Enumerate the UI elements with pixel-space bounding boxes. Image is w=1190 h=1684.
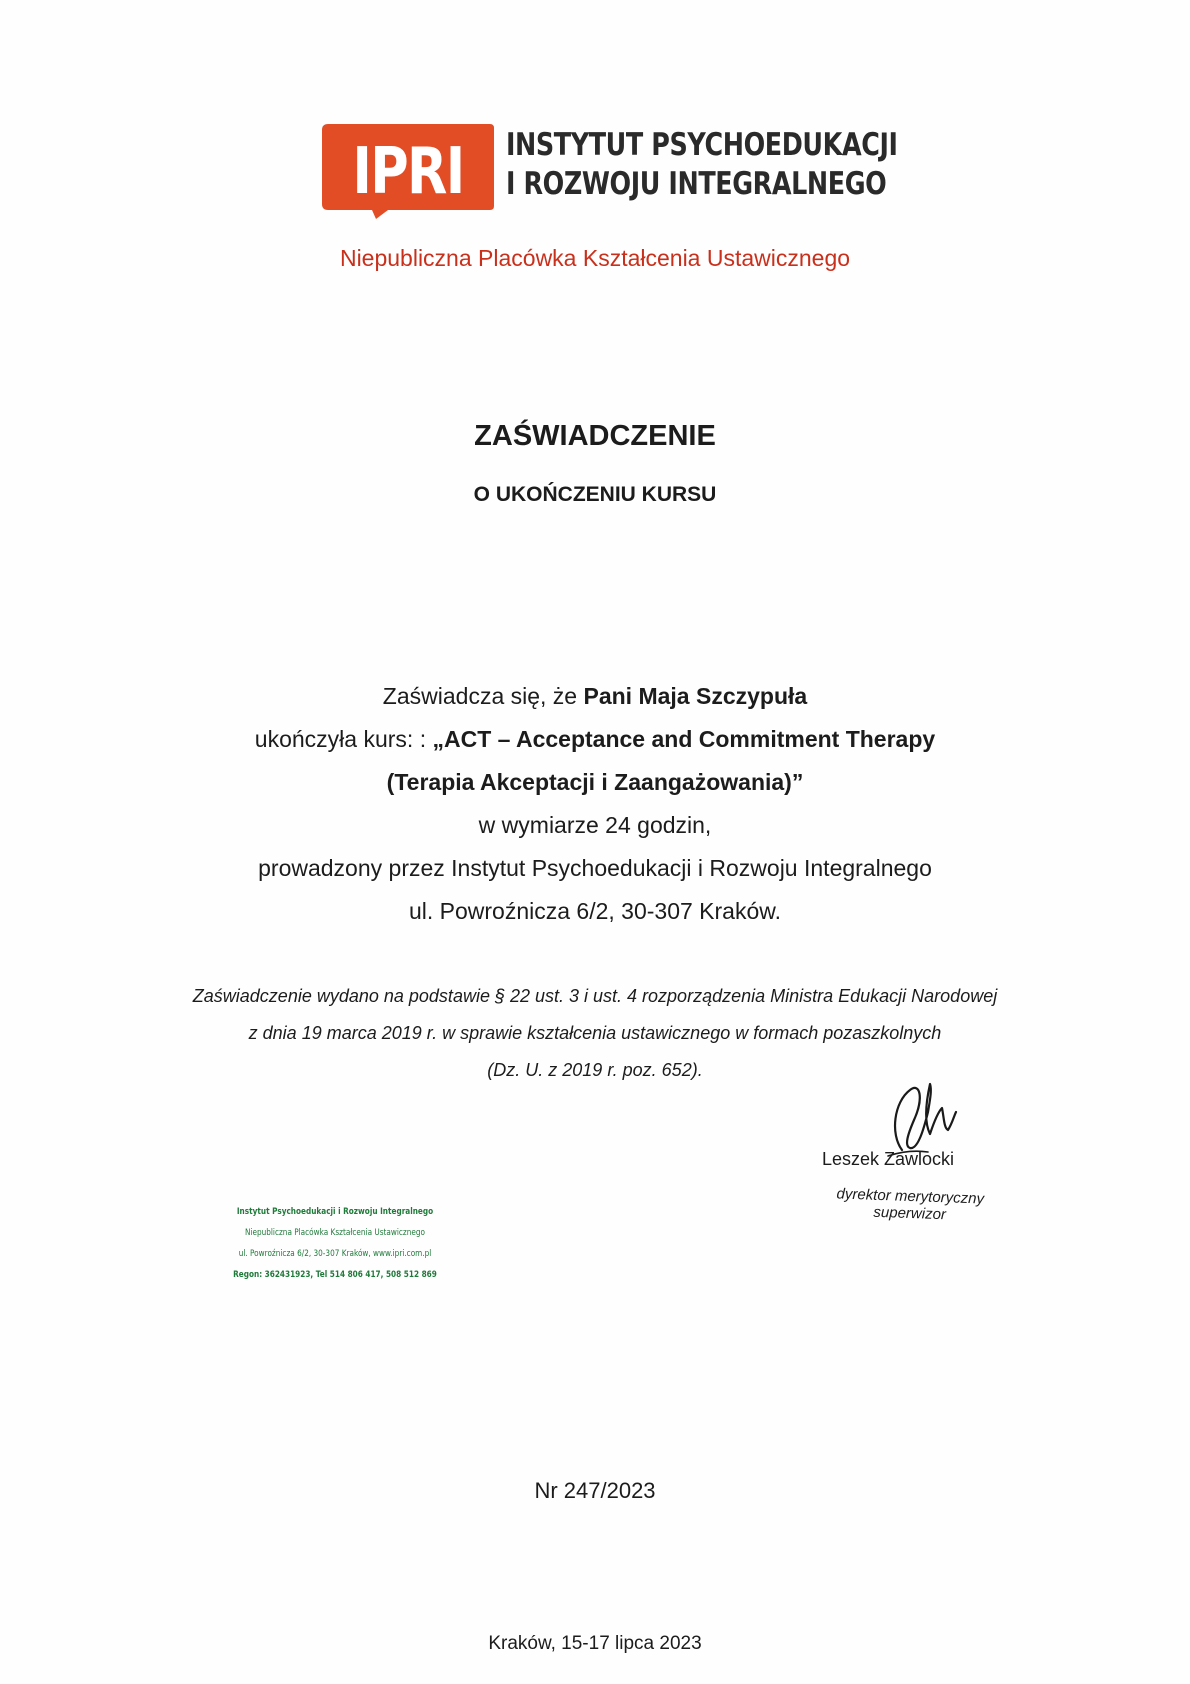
role-line-2: superwizor	[873, 1203, 947, 1224]
document-title: ZAŚWIADCZENIE	[474, 420, 716, 452]
stamp-line-4: Regon: 362431923, Tel 514 806 417, 508 512 869	[233, 1270, 437, 1280]
signatory-name: Leszek Zawlocki	[822, 1149, 955, 1169]
line1-prefix: Zaświadcza się, że	[382, 683, 584, 709]
organization-subtitle: Niepubliczna Placówka Kształcenia Ustawicznego	[339, 245, 851, 271]
certificate-number: Nr 247/2023	[534, 1478, 656, 1503]
line2-prefix: ukończyła kurs: :	[254, 726, 433, 752]
ipri-logo	[318, 120, 898, 230]
course-provider: prowadzony przez Instytut Psychoedukacji i Rozwoju Integralnego	[258, 855, 932, 881]
certificate-body	[0, 675, 1190, 933]
place-and-date: Kraków, 15-17 lipca 2023	[488, 1633, 702, 1654]
institution-stamp	[223, 1202, 447, 1286]
course-duration: w wymiarze 24 godzin,	[478, 812, 712, 838]
logo-wordmark	[506, 126, 898, 204]
logo-line-2: I ROZWOJU INTEGRALNEGO	[506, 166, 887, 202]
stamp-line-3: ul. Powroźnicza 6/2, 30-307 Kraków, www.ipri.com.pl	[238, 1249, 432, 1259]
logo-mark-text: IPRI	[352, 133, 464, 209]
stamp-line-2: Niepubliczna Placówka Kształcenia Ustawicznego	[244, 1228, 426, 1238]
body-line-1	[0, 675, 1190, 718]
course-name-translation: (Terapia Akceptacji i Zaangażowania)”	[386, 769, 804, 795]
legal-basis	[0, 978, 1190, 1089]
document-subtitle: O UKOŃCZENIU KURSU	[473, 483, 717, 506]
body-line-2	[0, 718, 1190, 761]
recipient-name: Pani Maja Szczypuła	[583, 683, 808, 709]
provider-address: ul. Powroźnicza 6/2, 30-307 Kraków.	[408, 898, 782, 924]
course-name: „ACT – Acceptance and Commitment Therapy	[432, 726, 936, 752]
ipri-logo-mark	[318, 120, 496, 220]
stamp-line-1: Instytut Psychoedukacji i Rozwoju Integralnego	[236, 1207, 434, 1217]
signatory-role	[809, 1185, 1010, 1226]
legal-line-2: z dnia 19 marca 2019 r. w sprawie kształcenia ustawicznego w formach pozaszkolnych	[248, 1023, 942, 1043]
legal-line-1: Zaświadczenie wydano na podstawie § 22 ust. 3 i ust. 4 rozporządzenia Ministra Edukacji Narodowej	[192, 986, 998, 1006]
legal-line-3: (Dz. U. z 2019 r. poz. 652).	[487, 1060, 703, 1080]
logo-line-1: INSTYTUT PSYCHOEDUKACJI	[506, 127, 898, 163]
role-line-1: dyrektor merytoryczny	[836, 1185, 985, 1208]
